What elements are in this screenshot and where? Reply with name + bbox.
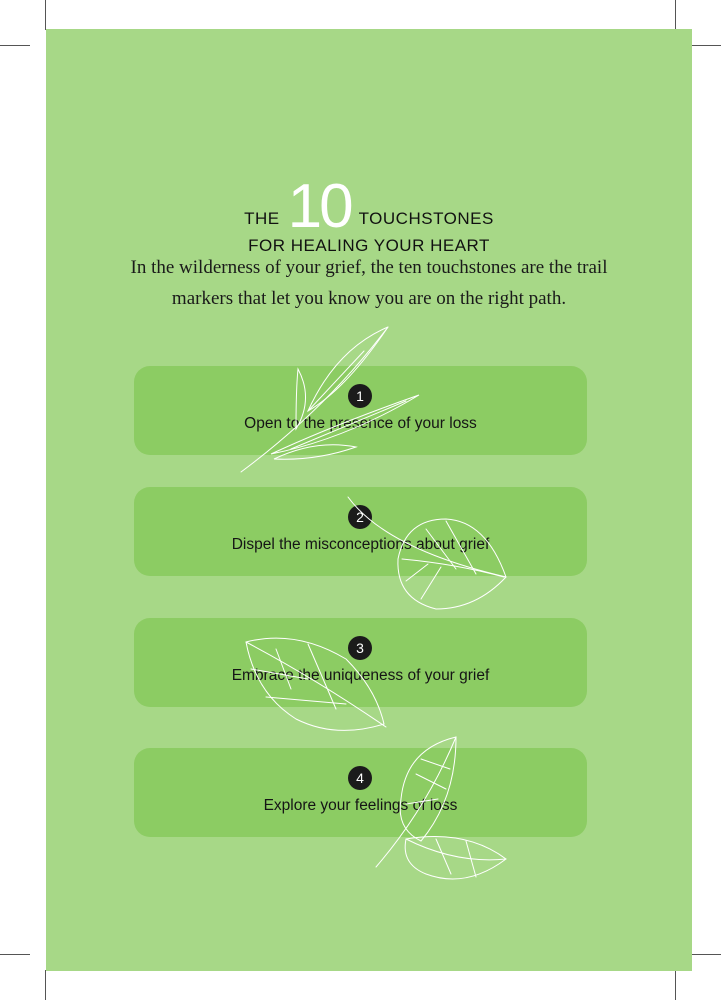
touchstone-card-1 [134,366,587,455]
title-line-1 [46,172,692,241]
crop-mark [45,970,46,1000]
touchstone-card-2 [134,487,587,576]
touchstone-card-4 [134,748,587,837]
crop-mark [691,45,721,46]
intro-paragraph: In the wilderness of your grief, the ten touchstones are the trail markers that let you know you are on the right path. [130,257,608,309]
touchstone-text: Dispel the misconceptions about grief [231,536,490,553]
crop-mark [45,0,46,30]
touchstone-text: Embrace the uniqueness of your grief [231,667,490,684]
page-title [46,172,692,256]
title-prefix: THE [244,209,280,228]
title-number: 10 [287,172,351,241]
title-line-2: FOR HEALING YOUR HEART [248,236,490,255]
crop-mark [0,45,30,46]
number-badge: 3 [348,636,372,660]
title-suffix: TOUCHSTONES [358,209,494,228]
touchstone-card-3 [134,618,587,707]
crop-mark [675,0,676,30]
touchstone-text: Open to the presence of your loss [244,415,477,432]
number-badge: 1 [348,384,372,408]
touchstone-text: Explore your feelings of loss [263,797,458,814]
crop-mark [691,954,721,955]
number-badge: 4 [348,766,372,790]
crop-mark [675,970,676,1000]
number-badge: 2 [348,505,372,529]
crop-mark [0,954,30,955]
page [46,29,692,971]
